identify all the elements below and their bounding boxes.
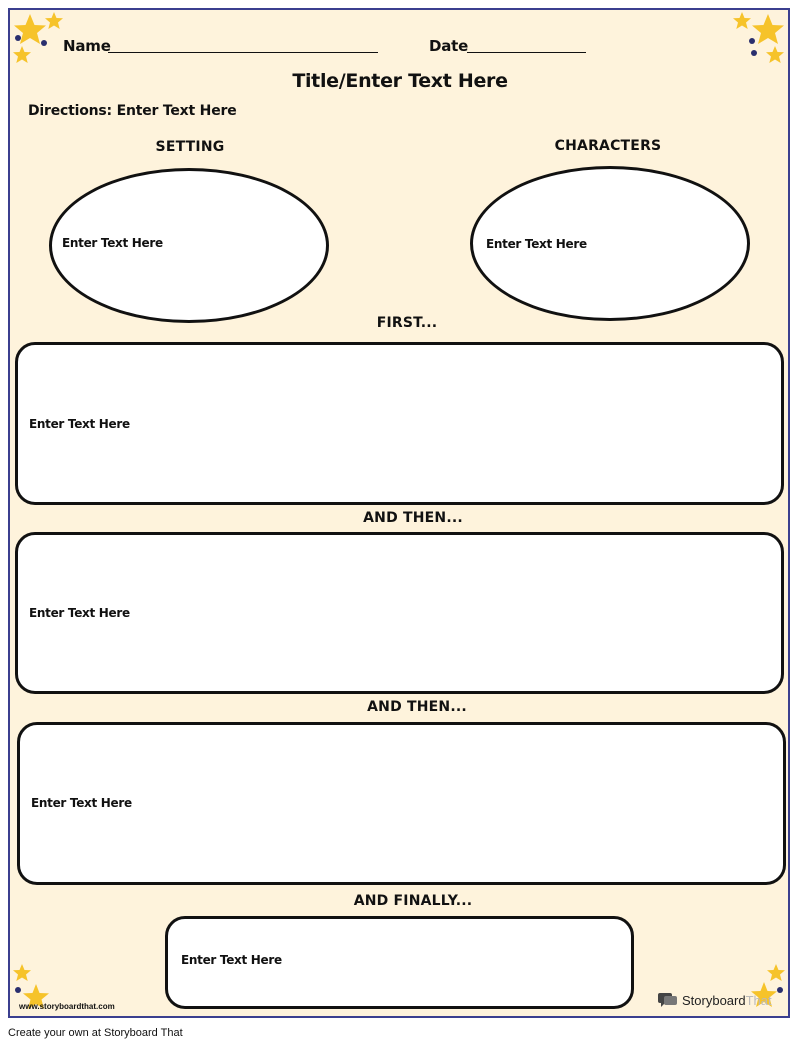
logo-main: Storyboard bbox=[682, 993, 746, 1008]
dot-icon bbox=[15, 987, 21, 993]
setting-text[interactable]: Enter Text Here bbox=[62, 236, 163, 250]
and-then-label-1: AND THEN... bbox=[363, 510, 463, 526]
setting-label: SETTING bbox=[155, 139, 225, 155]
date-label: Date bbox=[429, 37, 469, 55]
logo-suffix: That bbox=[745, 993, 772, 1008]
date-field[interactable] bbox=[467, 52, 586, 53]
and-then-text-1[interactable]: Enter Text Here bbox=[29, 606, 130, 620]
star-cluster-top-right-icon bbox=[730, 10, 790, 66]
watermark-url: www.storyboardthat.com bbox=[19, 1002, 115, 1011]
star-icon bbox=[13, 964, 31, 981]
star-icon bbox=[767, 964, 785, 981]
speech-bubble-icon bbox=[657, 992, 679, 1009]
dot-icon bbox=[15, 35, 21, 41]
and-finally-label: AND FINALLY... bbox=[353, 893, 473, 909]
dot-icon bbox=[41, 40, 47, 46]
first-label: FIRST... bbox=[376, 315, 438, 331]
star-icon bbox=[45, 12, 63, 29]
directions-text[interactable]: Directions: Enter Text Here bbox=[28, 103, 237, 119]
star-cluster-top-left-icon bbox=[10, 10, 70, 66]
star-icon bbox=[752, 14, 784, 44]
and-then-text-2[interactable]: Enter Text Here bbox=[31, 796, 132, 810]
and-then-label-2: AND THEN... bbox=[367, 699, 467, 715]
star-icon bbox=[13, 46, 31, 63]
and-then-box-1[interactable] bbox=[15, 532, 784, 694]
first-box[interactable] bbox=[15, 342, 784, 505]
worksheet-title[interactable]: Title/Enter Text Here bbox=[292, 70, 508, 92]
characters-label: CHARACTERS bbox=[554, 138, 662, 154]
and-then-box-2[interactable] bbox=[17, 722, 786, 885]
name-field[interactable] bbox=[108, 52, 378, 53]
dot-icon bbox=[749, 38, 755, 44]
name-label: Name bbox=[63, 37, 111, 55]
dot-icon bbox=[751, 50, 757, 56]
star-icon bbox=[766, 46, 784, 63]
first-text[interactable]: Enter Text Here bbox=[29, 417, 130, 431]
storyboardthat-logo bbox=[657, 992, 772, 1009]
characters-text[interactable]: Enter Text Here bbox=[486, 237, 587, 251]
footer-text[interactable]: Create your own at Storyboard That bbox=[8, 1027, 183, 1039]
star-icon bbox=[733, 12, 751, 29]
dot-icon bbox=[777, 987, 783, 993]
and-finally-text[interactable]: Enter Text Here bbox=[181, 953, 282, 967]
